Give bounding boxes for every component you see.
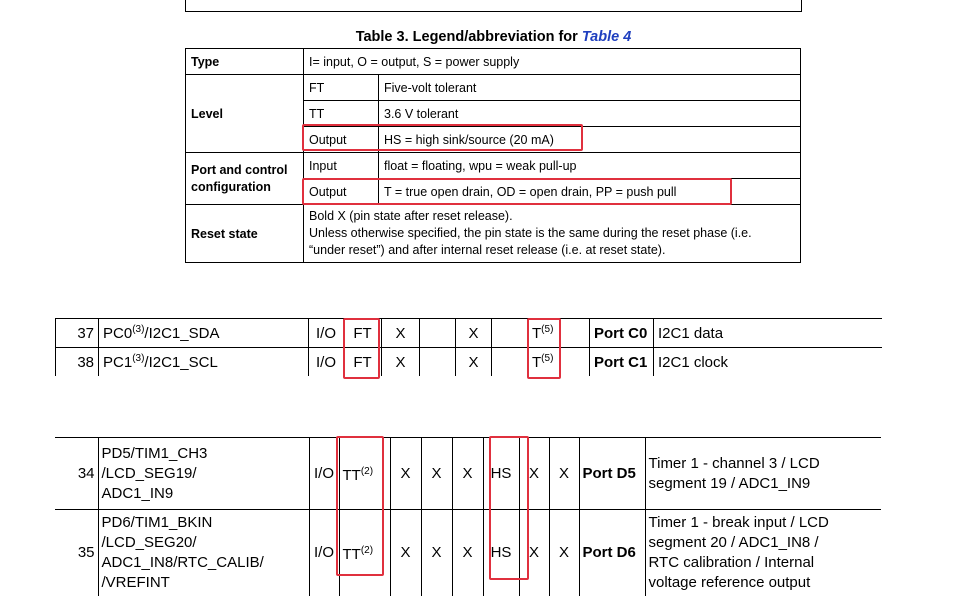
table-row — [56, 319, 883, 348]
pin-type: I/O — [309, 510, 339, 596]
highlight-output-hs — [302, 124, 583, 151]
legend-code: FT — [304, 75, 379, 101]
pin-number: 34 — [77, 464, 95, 482]
pin-name: PC0$^{(3)}$/I2C1_SDA — [99, 319, 309, 348]
legend-port-label — [186, 153, 304, 205]
legend-reset-desc — [304, 205, 801, 263]
legend-code: Input — [304, 153, 379, 179]
pin-level: FT — [344, 348, 382, 377]
pin-hs: HS — [483, 438, 519, 510]
pin-level: TT$^{(2)}$ — [339, 438, 390, 510]
highlight-hs-column — [489, 436, 529, 580]
pin-port: Port C1 — [590, 348, 654, 377]
pin-cell: X — [456, 348, 492, 377]
pin-od: $T^{(5)}$ — [528, 319, 560, 348]
pin-number: 37 — [56, 319, 99, 348]
port-label-line: Port and control — [191, 162, 288, 177]
legend-table — [185, 48, 801, 263]
pin-cell — [560, 319, 590, 348]
reset-line: Unless otherwise specified, the pin state is the same during the reset phase (i.e. — [309, 226, 752, 240]
pin-function: Timer 1 - channel 3 / LCD segment 19 / ADC1_IN9 — [645, 438, 881, 510]
pin-level: TT$^{(2)}$ — [339, 510, 390, 596]
pin-number: 38 — [56, 348, 99, 377]
pin-cell: X — [421, 510, 452, 596]
pin-cell: X — [452, 438, 483, 510]
pin-type: I/O — [309, 348, 344, 377]
pin-cell — [560, 348, 590, 377]
legend-row-level-ft — [186, 75, 801, 101]
pin-function: Timer 1 - break input / LCD segment 20 / ADC1_IN8 / RTC calibration / Internal voltage reference output — [645, 510, 881, 596]
legend-row-type — [186, 49, 801, 75]
reset-line: “under reset”) and after internal reset release (i.e. at reset state). — [309, 243, 666, 257]
port-label-line: configuration — [191, 179, 271, 194]
pin-port: Port C0 — [590, 319, 654, 348]
legend-code: Output — [304, 179, 379, 205]
highlight-t-column — [527, 318, 561, 379]
highlight-tt-column — [336, 436, 384, 576]
pin-name: PD6/TIM1_BKIN /LCD_SEG20/ ADC1_IN8/RTC_CALIB/ /VREFINT — [98, 510, 309, 596]
legend-row-port-input — [186, 153, 801, 179]
table-row — [56, 348, 883, 377]
pin-type: I/O — [309, 319, 344, 348]
pin-cell: X — [549, 510, 579, 596]
caption-text: Table 3. Legend/abbreviation for — [355, 29, 582, 45]
pin-type: I/O — [309, 438, 339, 510]
legend-type-value: I= input, O = output, S = power supply — [304, 49, 801, 75]
pin-cell: X — [549, 438, 579, 510]
pin-function: I2C1 clock — [654, 348, 883, 377]
table-4-link[interactable]: Table 4 — [581, 29, 632, 45]
pin-hs: HS — [483, 510, 519, 596]
pin-port: Port D5 — [579, 438, 645, 510]
pin-number: 35 — [77, 543, 95, 561]
pin-cell: X — [390, 438, 421, 510]
table-caption — [185, 29, 802, 45]
legend-desc: float = floating, wpu = weak pull-up — [379, 153, 801, 179]
pin-cell — [420, 348, 456, 377]
pin-name: PC1$^{(3)}$/I2C1_SCL — [99, 348, 309, 377]
pin-function: I2C1 data — [654, 319, 883, 348]
legend-level-label: Level — [186, 75, 304, 153]
table-row — [55, 438, 881, 510]
pin-table-port-c — [55, 318, 882, 376]
legend-desc: T = true open drain, OD = open drain, PP = push pull — [379, 179, 801, 205]
legend-desc: 3.6 V tolerant — [379, 101, 801, 127]
pin-table-port-d — [55, 437, 881, 596]
pin-name: PD5/TIM1_CH3 /LCD_SEG19/ ADC1_IN9 — [98, 438, 309, 510]
pin-cell: X — [519, 510, 549, 596]
pin-cell: X — [382, 348, 420, 377]
pin-level: FT — [344, 319, 382, 348]
table-row — [55, 510, 881, 596]
pin-cell — [492, 348, 528, 377]
reset-line: Bold X (pin state after reset release). — [309, 209, 513, 223]
legend-code: Output — [304, 127, 379, 153]
pin-cell: X — [452, 510, 483, 596]
pin-cell — [492, 319, 528, 348]
highlight-ft-column — [343, 318, 380, 379]
pin-cell: X — [421, 438, 452, 510]
highlight-output-od — [302, 178, 732, 205]
pin-port: Port D6 — [579, 510, 645, 596]
pin-cell — [420, 319, 456, 348]
legend-reset-label: Reset state — [186, 205, 304, 263]
pin-cell: X — [519, 438, 549, 510]
legend-desc: HS = high sink/source (20 mA) — [379, 127, 801, 153]
previous-table-bottom — [185, 0, 802, 12]
pin-cell: X — [382, 319, 420, 348]
legend-code: TT — [304, 101, 379, 127]
legend-type-label: Type — [186, 49, 304, 75]
legend-row-reset — [186, 205, 801, 263]
pin-cell: X — [390, 510, 421, 596]
legend-desc: Five-volt tolerant — [379, 75, 801, 101]
pin-od: $T^{(5)}$ — [528, 348, 560, 377]
pin-cell: X — [456, 319, 492, 348]
